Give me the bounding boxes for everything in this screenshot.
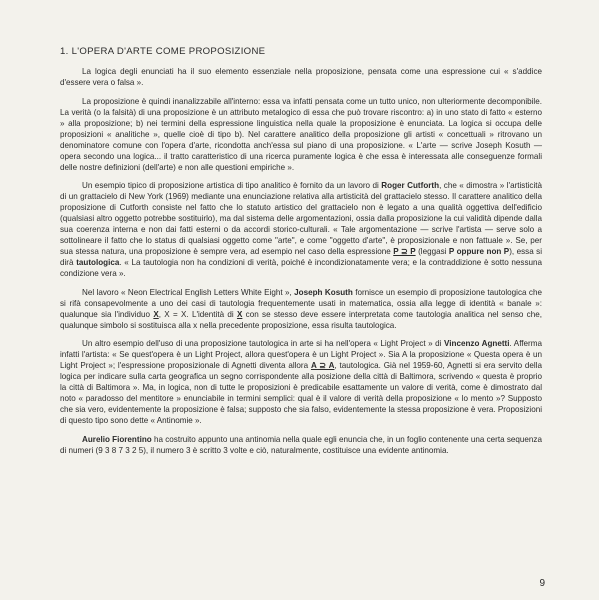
paragraph-4: [60, 287, 542, 331]
text-span: ha costruito appunto una antinomia nella quale egli enuncia che, in un foglio contenente una certa sequenza di numeri (9 3 8 7 3 2 5), il numero 3 è scritto 3 volte e ciò, naturalmente, costituisce una evidente antinomia.: [60, 434, 542, 455]
logic-symbol: X: [236, 309, 243, 319]
text-span: ), essa si dirà: [60, 247, 543, 267]
text-span: (leggasi: [415, 247, 449, 256]
logic-symbol: A ⊇ A: [310, 361, 335, 370]
artist-name-kosuth: Joseph Kosuth: [294, 287, 353, 297]
bold-term-tautologica: tautologica: [76, 258, 120, 267]
text-span: , tautologica. Già nel 1959-60, Agnetti si era servito della logica per indicare sulla carta geografica un segno corrispondente alla posizione della città di Baltimora, scrivendo « questa è proprio la città di Baltimora ». Ma, in logica, non di tutte le proposizioni è predicabile esattamente un valore di verità, come è dimostrato dal noto « paradosso del mentitore » enunciabile in termini semplici: qual è il valore di verità della proposizione « lo mento »? Supposto che sia vero, evidentemente la proposizione è falsa; supposto che sia falso, evidentemente la stessa proposizione è vera. Proposizioni di questo tipo sono dette « Antinomie ».: [60, 361, 543, 425]
artist-name-agnetti: Vincenzo Agnetti: [444, 339, 510, 348]
text-span: con se stesso deve essere interpretata come tautologia analitica nel senso che, qualunque simbolo si sostituisca alla x nella precedente proposizione, essa risulta tautologica.: [60, 309, 542, 330]
text-span: Un esempio tipico di proposizione artistica di tipo analitico è fornito da un lavoro di: [82, 181, 382, 190]
paragraph-6: [60, 434, 542, 456]
text-span: . Afferma infatti l'artista: « Se quest'opera è un Light Project, allora quest'opera è un Light Project ». Sia A la proposizione « Questa opera è un Light Project »; l'espressione proposizionale di Agnetti diventa allora: [60, 339, 542, 370]
paragraph-5: [60, 338, 542, 426]
text-span: Un altro esempio dell'uso di una proposizione tautologica in arte si ha nell'opera « Light Project » di: [82, 339, 444, 348]
artist-name-cutforth: Roger Cutforth: [381, 181, 440, 190]
logic-symbol: P ⊇ P: [393, 247, 416, 256]
text-span: , X = X. L'identità di: [158, 309, 237, 319]
paragraph-1: La logica degli enunciati ha il suo elemento essenziale nella proposizione, pensata come una espressione cui « s'addice d'essere vera o falsa ».: [60, 67, 542, 87]
text-span: , che « dimostra » l'artisticità di un grattacielo di New York (1969) mediante una enunciazione relativa alla artisticità del grattacielo stesso. Il carattere analitico della proposizione di Cutforth consiste nel fatto che lo statuto artistico del grattacielo non è legato a una qualità oggettiva dell'edificio (qualsiasi altro oggetto potrebbe sostituirlo), ma dal sistema delle argomentazioni, ossia dalla proposizione la cui validità dipende dalla sua coerenza interna e non dai fatti esterni o da accordi storico-culturali. « Tale argomentazione — scrive l'artista — serve solo a sottolineare il fatto che lo status di qualsiasi oggetto come "arte", e come "oggetto d'arte", è proposizionale e non fattuale ». Se, per sua stessa natura, una proposizione è sempre vera, ad esempio nel caso della espressione: [60, 181, 543, 256]
text-span: fornisce un esempio di proposizione tautologica che si rifà consapevolmente a uno dei casi di tautologia frequentemente usati in matematica, ossia alla legge di identità « banale »: qualunque sia l'individuo: [60, 287, 542, 319]
paragraph-3: [60, 180, 542, 279]
bold-phrase: P oppure non P: [448, 247, 510, 256]
text-span: . « La tautologia non ha condizioni di verità, poiché è incondizionatamente vera; e la contraddizione è sotto nessuna condizione vera ».: [60, 258, 543, 278]
paragraph-2: La proposizione è quindi inanalizzabile all'interno: essa va infatti pensata come un tutto unico, non ulteriormente decomponibile. La verità (o la falsità) di una proposizione è un attributo metalogico di essa che può trovare riscontro: a) in uno stato di fatto « esterno » alla proposizione; b) nei termini della espressione linguistica nella quale la proposizione è enunciata. La logica si occupa delle proposizioni « analitiche », quelle cioè di tipo b). Nel carattere analitico della proposizione gli artisti « concettuali » ritrovano un denominatore comune con l'opera d'arte, ricondotta anch'essa sul piano di una proposizione. « L'arte — scrive Joseph Kosuth — opera secondo una logica... il tratto caratteristico di una ricerca puramente logica è che essa è interessata alle conseguenze formali delle nostre definizioni (dell'arte) e non alle questioni empiriche ».: [60, 96, 542, 172]
section-heading: 1. L'OPERA D'ARTE COME PROPOSIZIONE: [60, 46, 266, 57]
artist-name-fiorentino: Aurelio Fiorentino: [82, 434, 152, 444]
body-text: [60, 66, 542, 463]
text-span: Nel lavoro « Neon Electrical English Letters White Eight »,: [82, 287, 295, 297]
page-number: 9: [539, 578, 545, 589]
logic-symbol: X: [153, 309, 159, 319]
